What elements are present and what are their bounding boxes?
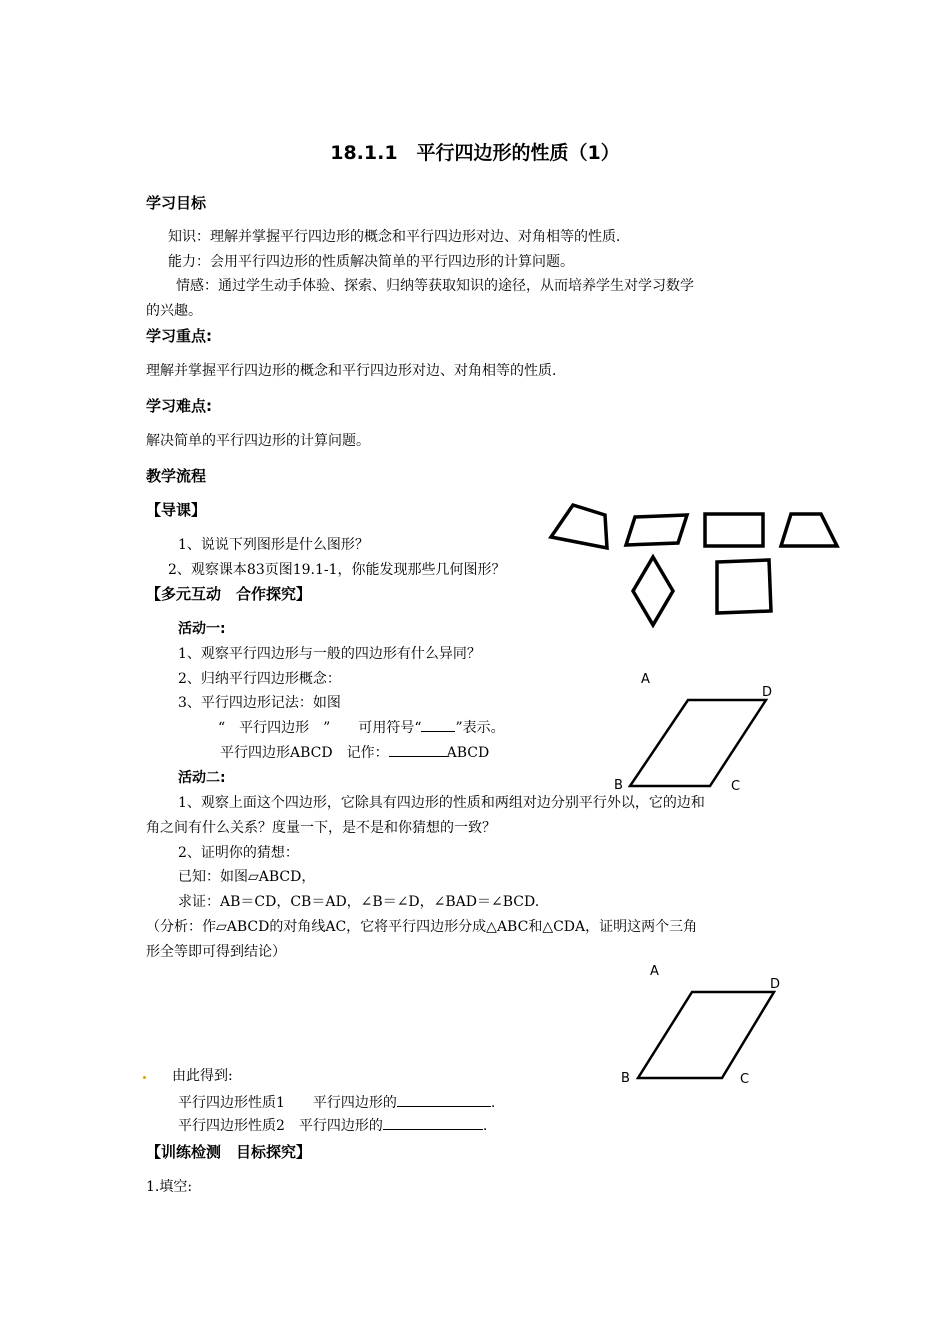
key-point-heading: 学习重点:	[146, 327, 212, 345]
explore-heading: 【多元互动 合作探究】	[146, 585, 312, 603]
goal-ability: 能力：会用平行四边形的性质解决简单的平行四边形的计算问题。	[168, 254, 574, 270]
goal-emotion-line2: 的兴趣。	[146, 303, 202, 319]
trapezoid-shape	[781, 514, 837, 546]
parallelogram-abcd-1	[630, 700, 766, 786]
analysis-line-2: 形全等即可得到结论）	[146, 944, 286, 960]
label-b-2: B	[621, 1071, 630, 1086]
irregular-quadrilateral-shape	[551, 505, 607, 548]
activity-1-line-1: 1、观察平行四边形与一般的四边形有什么异同？	[178, 646, 481, 662]
parallelogram-abcd-2	[638, 992, 774, 1078]
property-2-blank[interactable]	[383, 1115, 483, 1130]
parallelogram-shape	[626, 515, 687, 545]
intro-question-1: 1、说说下列图形是什么图形？	[178, 537, 369, 553]
parallelogram-figure-2	[628, 960, 788, 1090]
rectangle-shape	[705, 514, 763, 546]
symbol-blank[interactable]	[421, 717, 455, 732]
intro-question-2: 2、观察课本83页图19.1-1，你能发现那些几何图形？	[168, 562, 506, 578]
practice-question-1: 1.填空:	[146, 1179, 193, 1195]
notation-example	[220, 742, 489, 762]
activity-2-title: 活动二:	[178, 770, 226, 786]
notation-line-text: “ 平行四边形 ” 可用符号“	[218, 720, 422, 736]
label-a-2: A	[650, 964, 659, 979]
activity-2-line-2: 角之间有什么关系？度量一下，是不是和你猜想的一致？	[146, 820, 496, 836]
key-point-text: 理解并掌握平行四边形的概念和平行四边形对边、对角相等的性质．	[146, 363, 566, 379]
notation-line	[218, 717, 505, 737]
intro-heading: 【导课】	[146, 501, 207, 519]
prove-statement: 求证：AB＝CD，CB＝AD，∠B＝∠D，∠BAD＝∠BCD.	[178, 894, 540, 910]
analysis-line-1: （分析：作▱ABCD的对角线AC，它将平行四边形分成△ABC和△CDA，证明这两个三角	[146, 919, 698, 935]
property-1	[178, 1092, 495, 1112]
shapes-figure	[545, 495, 845, 635]
label-c-2: C	[740, 1072, 750, 1087]
goals-heading: 学习目标	[146, 194, 207, 212]
square-shape	[717, 560, 771, 613]
given-statement: 已知：如图▱ABCD，	[178, 869, 316, 885]
activity-2-line-3: 2、证明你的猜想：	[178, 845, 299, 861]
notation-line-end: ”表示。	[455, 720, 505, 736]
label-c-1: C	[731, 779, 741, 794]
property-2-text: 平行四边形性质2 平行四边形的	[178, 1118, 383, 1134]
page-title: 18.1.1 平行四边形的性质（1）	[330, 142, 620, 164]
goal-emotion-line1: 情感：通过学生动手体验、探索、归纳等获取知识的途径，从而培养学生对学习数学	[176, 278, 694, 294]
process-heading: 教学流程	[146, 467, 207, 485]
conclusion-intro: 由此得到:	[172, 1068, 233, 1084]
goal-knowledge: 知识：理解并掌握平行四边形的概念和平行四边形对边、对角相等的性质．	[168, 229, 630, 245]
notation-blank[interactable]	[389, 742, 447, 757]
activity-1-line-2: 2、归纳平行四边形概念：	[178, 671, 341, 687]
label-b-1: B	[614, 778, 623, 793]
property-2-period: .	[482, 1118, 488, 1134]
difficulty-heading: 学习难点:	[146, 397, 212, 415]
property-1-text: 平行四边形性质1 平行四边形的	[178, 1095, 397, 1111]
rhombus-shape	[633, 557, 673, 625]
parallelogram-figure-1	[620, 672, 780, 802]
decorative-dot	[143, 1076, 146, 1079]
notation-example-text: 平行四边形ABCD 记作：	[220, 745, 389, 761]
label-d-2: D	[770, 977, 781, 992]
property-1-period: .	[490, 1095, 496, 1111]
property-1-blank[interactable]	[397, 1092, 491, 1107]
property-2	[178, 1115, 487, 1135]
label-a-1: A	[641, 672, 650, 687]
difficulty-text: 解决简单的平行四边形的计算问题。	[146, 433, 370, 449]
activity-1-line-3: 3、平行四边形记法：如图	[178, 695, 341, 711]
notation-example-abcd: ABCD	[446, 745, 490, 761]
practice-heading: 【训练检测 目标探究】	[146, 1143, 312, 1161]
label-d-1: D	[762, 685, 773, 700]
activity-1-title: 活动一:	[178, 621, 226, 637]
activity-2-line-1: 1、观察上面这个四边形，它除具有四边形的性质和两组对边分别平行外以，它的边和	[178, 795, 705, 811]
